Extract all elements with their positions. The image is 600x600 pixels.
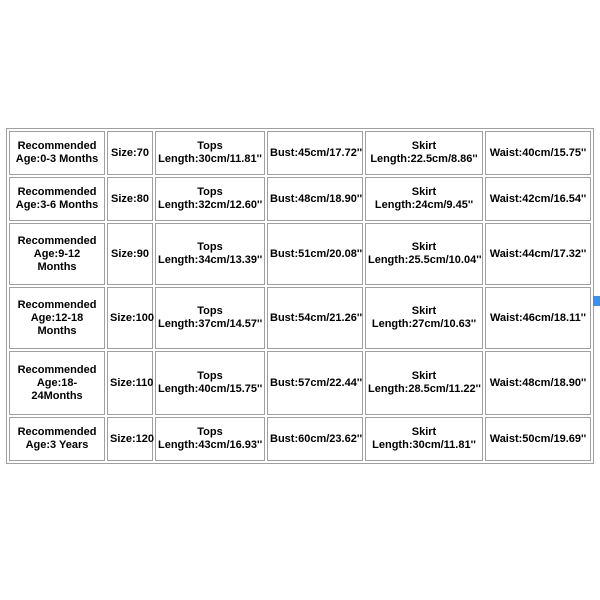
skirt-length-cell (365, 131, 483, 175)
age-text: Recommended Age:9-12 Months (17, 234, 97, 273)
waist-text: Waist:50cm/19.69'' (489, 432, 587, 445)
skirt-length-text: Skirt Length:27cm/10.63'' (371, 305, 477, 330)
waist-cell (485, 287, 591, 349)
skirt-length-cell (365, 177, 483, 221)
size-cell (107, 131, 153, 175)
skirt-length-text: Skirt Length:28.5cm/11.22'' (368, 370, 481, 395)
table-row (9, 287, 591, 349)
size-cell (107, 287, 153, 349)
waist-cell (485, 351, 591, 415)
skirt-length-cell (365, 351, 483, 415)
tops-length-cell (155, 351, 265, 415)
age-cell (9, 177, 105, 221)
bust-cell (267, 177, 363, 221)
skirt-length-text: Skirt Length:25.5cm/10.04'' (368, 241, 482, 266)
age-text: Recommended Age:12-18 Months (17, 298, 97, 337)
age-text: Recommended Age:18- 24Months (17, 363, 97, 402)
bust-cell (267, 417, 363, 461)
bust-text: Bust:54cm/21.26'' (270, 311, 363, 324)
waist-text: Waist:48cm/18.90'' (489, 376, 587, 389)
skirt-length-text: Skirt Length:22.5cm/8.86'' (370, 140, 478, 165)
size-text: Size:90 (111, 247, 149, 260)
waist-cell (485, 131, 591, 175)
age-cell (9, 287, 105, 349)
size-cell (107, 223, 153, 285)
skirt-length-text: Skirt Length:24cm/9.45'' (374, 186, 474, 211)
size-cell (107, 177, 153, 221)
age-cell (9, 131, 105, 175)
age-cell (9, 417, 105, 461)
waist-cell (485, 417, 591, 461)
tops-length-text: Tops Length:43cm/16.93'' (158, 426, 263, 451)
table-row (9, 131, 591, 175)
skirt-length-cell (365, 287, 483, 349)
size-text: Size:100 (110, 311, 155, 324)
tops-length-cell (155, 287, 265, 349)
skirt-length-text: Skirt Length:30cm/11.81'' (372, 426, 476, 451)
tops-length-cell (155, 131, 265, 175)
bust-cell (267, 351, 363, 415)
waist-text: Waist:42cm/16.54'' (489, 192, 587, 205)
size-chart-table (6, 128, 594, 464)
skirt-length-cell (365, 223, 483, 285)
tops-length-cell (155, 223, 265, 285)
size-text: Size:120 (110, 432, 155, 445)
waist-cell (485, 223, 591, 285)
table-row (9, 351, 591, 415)
skirt-length-cell (365, 417, 483, 461)
waist-text: Waist:44cm/17.32'' (489, 247, 587, 260)
bust-cell (267, 287, 363, 349)
age-text: Recommended Age:0-3 Months (15, 140, 99, 165)
table-row (9, 177, 591, 221)
age-cell (9, 223, 105, 285)
waist-text: Waist:40cm/15.75'' (489, 146, 587, 159)
size-text: Size:70 (111, 146, 149, 159)
size-cell (107, 351, 153, 415)
bust-text: Bust:45cm/17.72'' (270, 146, 363, 159)
table-row (9, 223, 591, 285)
table-row (9, 417, 591, 461)
waist-text: Waist:46cm/18.11'' (490, 311, 586, 324)
bust-text: Bust:57cm/22.44'' (270, 376, 363, 389)
tops-length-cell (155, 417, 265, 461)
age-cell (9, 351, 105, 415)
tops-length-text: Tops Length:37cm/14.57'' (158, 305, 263, 330)
tops-length-text: Tops Length:40cm/15.75'' (158, 370, 263, 395)
tops-length-cell (155, 177, 265, 221)
tops-length-text: Tops Length:34cm/13.39'' (158, 241, 263, 266)
bust-cell (267, 223, 363, 285)
bust-text: Bust:48cm/18.90'' (270, 192, 363, 205)
size-cell (107, 417, 153, 461)
bust-text: Bust:60cm/23.62'' (270, 432, 363, 445)
bust-cell (267, 131, 363, 175)
size-text: Size:110 (110, 376, 154, 389)
bust-text: Bust:51cm/20.08'' (270, 247, 363, 260)
tops-length-text: Tops Length:30cm/11.81'' (158, 140, 262, 165)
tops-length-text: Tops Length:32cm/12.60'' (158, 186, 263, 211)
age-text: Recommended Age:3-6 Months (15, 186, 99, 211)
age-text: Recommended Age:3 Years (17, 426, 97, 451)
waist-cell (485, 177, 591, 221)
scroll-marker[interactable] (593, 296, 600, 306)
size-text: Size:80 (111, 192, 149, 205)
